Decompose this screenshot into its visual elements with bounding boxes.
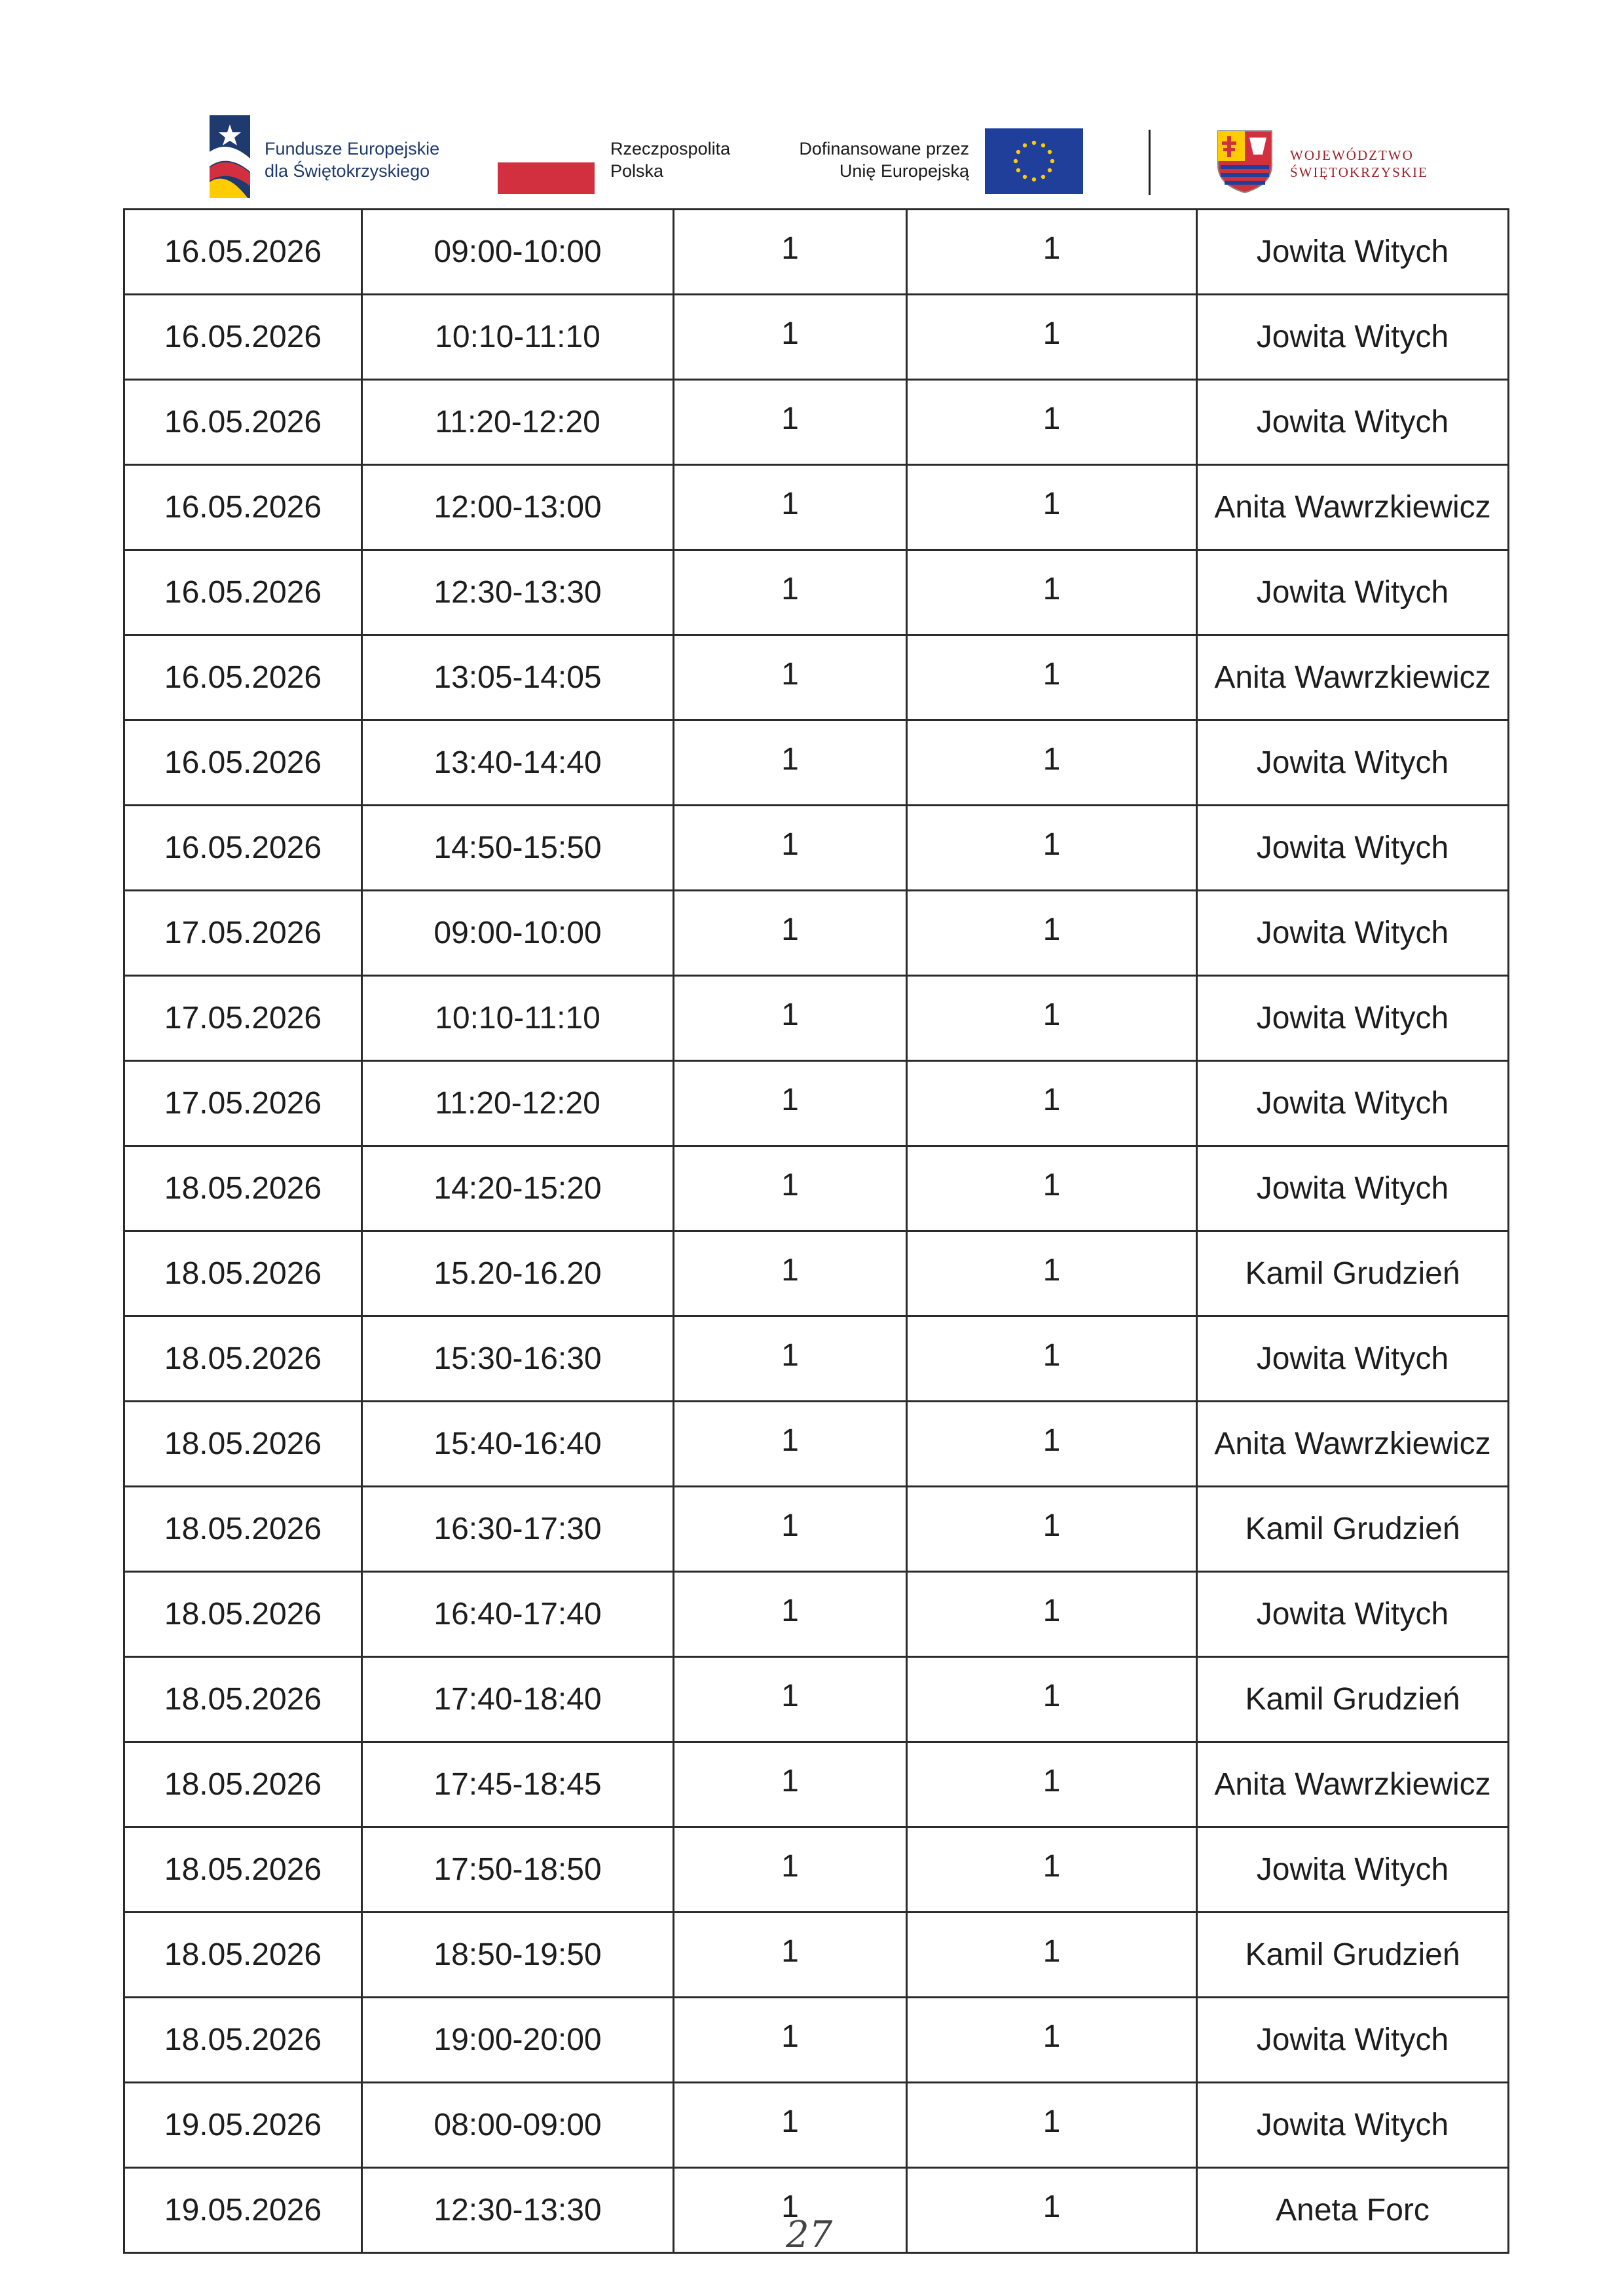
quantity-cell: 1 bbox=[907, 720, 1197, 806]
table-row bbox=[124, 550, 1509, 635]
quantity-cell: 1 bbox=[674, 1998, 907, 2083]
instructor-cell: Kamil Grudzień bbox=[1197, 1657, 1509, 1742]
time-cell: 09:00-10:00 bbox=[362, 210, 674, 295]
fundusze-europejskie-logo-icon bbox=[208, 113, 251, 200]
region-line1: WOJEWÓDZTWO bbox=[1290, 147, 1414, 163]
eu-line2: Unię Europejską bbox=[839, 161, 969, 181]
instructor-cell: Jowita Witych bbox=[1197, 891, 1509, 976]
quantity-cell: 1 bbox=[674, 380, 907, 465]
quantity-cell: 1 bbox=[907, 1742, 1197, 1827]
quantity-cell: 1 bbox=[674, 295, 907, 380]
table-row bbox=[124, 380, 1509, 465]
quantity-cell: 1 bbox=[674, 720, 907, 806]
table-row bbox=[124, 1061, 1509, 1146]
schedule-table-body bbox=[124, 210, 1509, 2253]
date-cell: 18.05.2026 bbox=[124, 1827, 362, 1912]
instructor-cell: Jowita Witych bbox=[1197, 550, 1509, 635]
instructor-cell: Anita Wawrzkiewicz bbox=[1197, 1402, 1509, 1487]
instructor-cell: Jowita Witych bbox=[1197, 210, 1509, 295]
pl-line1: Rzeczpospolita bbox=[610, 139, 731, 159]
table-row bbox=[124, 891, 1509, 976]
date-cell: 16.05.2026 bbox=[124, 806, 362, 891]
region-line2: ŚWIĘTOKRZYSKIE bbox=[1290, 164, 1428, 180]
quantity-cell: 1 bbox=[907, 1231, 1197, 1316]
schedule-table bbox=[123, 208, 1509, 2254]
instructor-cell: Jowita Witych bbox=[1197, 1998, 1509, 2083]
table-row bbox=[124, 976, 1509, 1061]
quantity-cell: 1 bbox=[674, 1316, 907, 1402]
quantity-cell: 1 bbox=[674, 891, 907, 976]
time-cell: 13:05-14:05 bbox=[362, 635, 674, 720]
instructor-cell: Anita Wawrzkiewicz bbox=[1197, 465, 1509, 550]
eu-flag-icon bbox=[985, 128, 1083, 194]
date-cell: 19.05.2026 bbox=[124, 2083, 362, 2168]
time-cell: 12:30-13:30 bbox=[362, 550, 674, 635]
quantity-cell: 1 bbox=[674, 1657, 907, 1742]
instructor-cell: Jowita Witych bbox=[1197, 976, 1509, 1061]
instructor-cell: Kamil Grudzień bbox=[1197, 1231, 1509, 1316]
quantity-cell: 1 bbox=[907, 1657, 1197, 1742]
header-separator bbox=[1149, 130, 1151, 195]
date-cell: 16.05.2026 bbox=[124, 210, 362, 295]
instructor-cell: Jowita Witych bbox=[1197, 1827, 1509, 1912]
instructor-cell: Jowita Witych bbox=[1197, 380, 1509, 465]
instructor-cell: Anita Wawrzkiewicz bbox=[1197, 635, 1509, 720]
instructor-cell: Jowita Witych bbox=[1197, 720, 1509, 806]
quantity-cell: 1 bbox=[674, 210, 907, 295]
table-row bbox=[124, 210, 1509, 295]
table-row bbox=[124, 1316, 1509, 1402]
time-cell: 16:40-17:40 bbox=[362, 1572, 674, 1657]
time-cell: 11:20-12:20 bbox=[362, 380, 674, 465]
quantity-cell: 1 bbox=[907, 465, 1197, 550]
quantity-cell: 1 bbox=[907, 1316, 1197, 1402]
instructor-cell: Jowita Witych bbox=[1197, 2083, 1509, 2168]
quantity-cell: 1 bbox=[674, 1402, 907, 1487]
quantity-cell: 1 bbox=[907, 1146, 1197, 1231]
time-cell: 15.20-16.20 bbox=[362, 1231, 674, 1316]
fundusze-europejskie-text bbox=[265, 138, 439, 182]
table-row bbox=[124, 1402, 1509, 1487]
quantity-cell: 1 bbox=[907, 380, 1197, 465]
table-row bbox=[124, 295, 1509, 380]
eu-line1: Dofinansowane przez bbox=[799, 139, 969, 159]
date-cell: 18.05.2026 bbox=[124, 1316, 362, 1402]
quantity-cell: 1 bbox=[907, 806, 1197, 891]
polish-flag-icon bbox=[498, 131, 595, 194]
date-cell: 18.05.2026 bbox=[124, 1912, 362, 1998]
date-cell: 16.05.2026 bbox=[124, 465, 362, 550]
instructor-cell: Jowita Witych bbox=[1197, 1316, 1509, 1402]
fe-line2: dla Świętokrzyskiego bbox=[265, 161, 430, 181]
time-cell: 14:50-15:50 bbox=[362, 806, 674, 891]
time-cell: 17:45-18:45 bbox=[362, 1742, 674, 1827]
time-cell: 12:00-13:00 bbox=[362, 465, 674, 550]
fe-line1: Fundusze Europejskie bbox=[265, 139, 440, 159]
date-cell: 16.05.2026 bbox=[124, 635, 362, 720]
date-cell: 16.05.2026 bbox=[124, 380, 362, 465]
time-cell: 17:40-18:40 bbox=[362, 1657, 674, 1742]
wojewodztwo-text bbox=[1290, 147, 1428, 181]
swietokrzyskie-crest-icon bbox=[1215, 128, 1274, 194]
date-cell: 17.05.2026 bbox=[124, 976, 362, 1061]
time-cell: 10:10-11:10 bbox=[362, 295, 674, 380]
quantity-cell: 1 bbox=[674, 550, 907, 635]
date-cell: 17.05.2026 bbox=[124, 1061, 362, 1146]
instructor-cell: Jowita Witych bbox=[1197, 1146, 1509, 1231]
rzeczpospolita-text bbox=[610, 138, 730, 182]
date-cell: 18.05.2026 bbox=[124, 1998, 362, 2083]
handwritten-page-number: 27 bbox=[786, 2214, 833, 2256]
date-cell: 16.05.2026 bbox=[124, 550, 362, 635]
quantity-cell: 1 bbox=[907, 1487, 1197, 1572]
time-cell: 11:20-12:20 bbox=[362, 1061, 674, 1146]
instructor-cell: Kamil Grudzień bbox=[1197, 1487, 1509, 1572]
instructor-cell: Jowita Witych bbox=[1197, 806, 1509, 891]
quantity-cell: 1 bbox=[674, 1572, 907, 1657]
quantity-cell: 1 bbox=[907, 550, 1197, 635]
instructor-cell: Aneta Forc bbox=[1197, 2168, 1509, 2253]
quantity-cell: 1 bbox=[674, 465, 907, 550]
quantity-cell: 1 bbox=[907, 891, 1197, 976]
time-cell: 13:40-14:40 bbox=[362, 720, 674, 806]
instructor-cell: Kamil Grudzień bbox=[1197, 1912, 1509, 1998]
date-cell: 18.05.2026 bbox=[124, 1231, 362, 1316]
quantity-cell: 1 bbox=[907, 1402, 1197, 1487]
quantity-cell: 1 bbox=[907, 976, 1197, 1061]
instructor-cell: Anita Wawrzkiewicz bbox=[1197, 1742, 1509, 1827]
table-row bbox=[124, 1146, 1509, 1231]
quantity-cell: 1 bbox=[907, 210, 1197, 295]
table-row bbox=[124, 1657, 1509, 1742]
time-cell: 19:00-20:00 bbox=[362, 1998, 674, 2083]
quantity-cell: 1 bbox=[674, 635, 907, 720]
date-cell: 18.05.2026 bbox=[124, 1572, 362, 1657]
instructor-cell: Jowita Witych bbox=[1197, 1061, 1509, 1146]
quantity-cell: 1 bbox=[674, 1231, 907, 1316]
date-cell: 18.05.2026 bbox=[124, 1487, 362, 1572]
quantity-cell: 1 bbox=[907, 1061, 1197, 1146]
table-row bbox=[124, 465, 1509, 550]
quantity-cell: 1 bbox=[674, 2168, 907, 2253]
table-row bbox=[124, 1912, 1509, 1998]
quantity-cell: 1 bbox=[907, 635, 1197, 720]
time-cell: 17:50-18:50 bbox=[362, 1827, 674, 1912]
quantity-cell: 1 bbox=[674, 976, 907, 1061]
date-cell: 16.05.2026 bbox=[124, 295, 362, 380]
quantity-cell: 1 bbox=[674, 1061, 907, 1146]
time-cell: 15:30-16:30 bbox=[362, 1316, 674, 1402]
time-cell: 15:40-16:40 bbox=[362, 1402, 674, 1487]
table-row bbox=[124, 720, 1509, 806]
table-row bbox=[124, 1827, 1509, 1912]
time-cell: 09:00-10:00 bbox=[362, 891, 674, 976]
time-cell: 18:50-19:50 bbox=[362, 1912, 674, 1998]
quantity-cell: 1 bbox=[907, 1827, 1197, 1912]
date-cell: 19.05.2026 bbox=[124, 2168, 362, 2253]
quantity-cell: 1 bbox=[907, 2168, 1197, 2253]
quantity-cell: 1 bbox=[907, 2083, 1197, 2168]
quantity-cell: 1 bbox=[907, 1998, 1197, 2083]
table-row bbox=[124, 1742, 1509, 1827]
quantity-cell: 1 bbox=[674, 1827, 907, 1912]
quantity-cell: 1 bbox=[674, 1912, 907, 1998]
table-row bbox=[124, 2083, 1509, 2168]
quantity-cell: 1 bbox=[907, 1572, 1197, 1657]
time-cell: 12:30-13:30 bbox=[362, 2168, 674, 2253]
quantity-cell: 1 bbox=[674, 2083, 907, 2168]
time-cell: 10:10-11:10 bbox=[362, 976, 674, 1061]
date-cell: 18.05.2026 bbox=[124, 1742, 362, 1827]
table-row bbox=[124, 1998, 1509, 2083]
date-cell: 17.05.2026 bbox=[124, 891, 362, 976]
date-cell: 18.05.2026 bbox=[124, 1402, 362, 1487]
table-row bbox=[124, 806, 1509, 891]
instructor-cell: Jowita Witych bbox=[1197, 295, 1509, 380]
time-cell: 16:30-17:30 bbox=[362, 1487, 674, 1572]
eu-cofinanced-text bbox=[720, 138, 969, 182]
date-cell: 18.05.2026 bbox=[124, 1657, 362, 1742]
quantity-cell: 1 bbox=[674, 1742, 907, 1827]
table-row bbox=[124, 635, 1509, 720]
quantity-cell: 1 bbox=[674, 1146, 907, 1231]
table-row bbox=[124, 1487, 1509, 1572]
table-row bbox=[124, 1231, 1509, 1316]
pl-line2: Polska bbox=[610, 161, 664, 181]
logo-header bbox=[0, 0, 1624, 210]
date-cell: 18.05.2026 bbox=[124, 1146, 362, 1231]
quantity-cell: 1 bbox=[674, 806, 907, 891]
time-cell: 08:00-09:00 bbox=[362, 2083, 674, 2168]
date-cell: 16.05.2026 bbox=[124, 720, 362, 806]
quantity-cell: 1 bbox=[907, 1912, 1197, 1998]
instructor-cell: Jowita Witych bbox=[1197, 1572, 1509, 1657]
table-row bbox=[124, 1572, 1509, 1657]
quantity-cell: 1 bbox=[674, 1487, 907, 1572]
time-cell: 14:20-15:20 bbox=[362, 1146, 674, 1231]
quantity-cell: 1 bbox=[907, 295, 1197, 380]
